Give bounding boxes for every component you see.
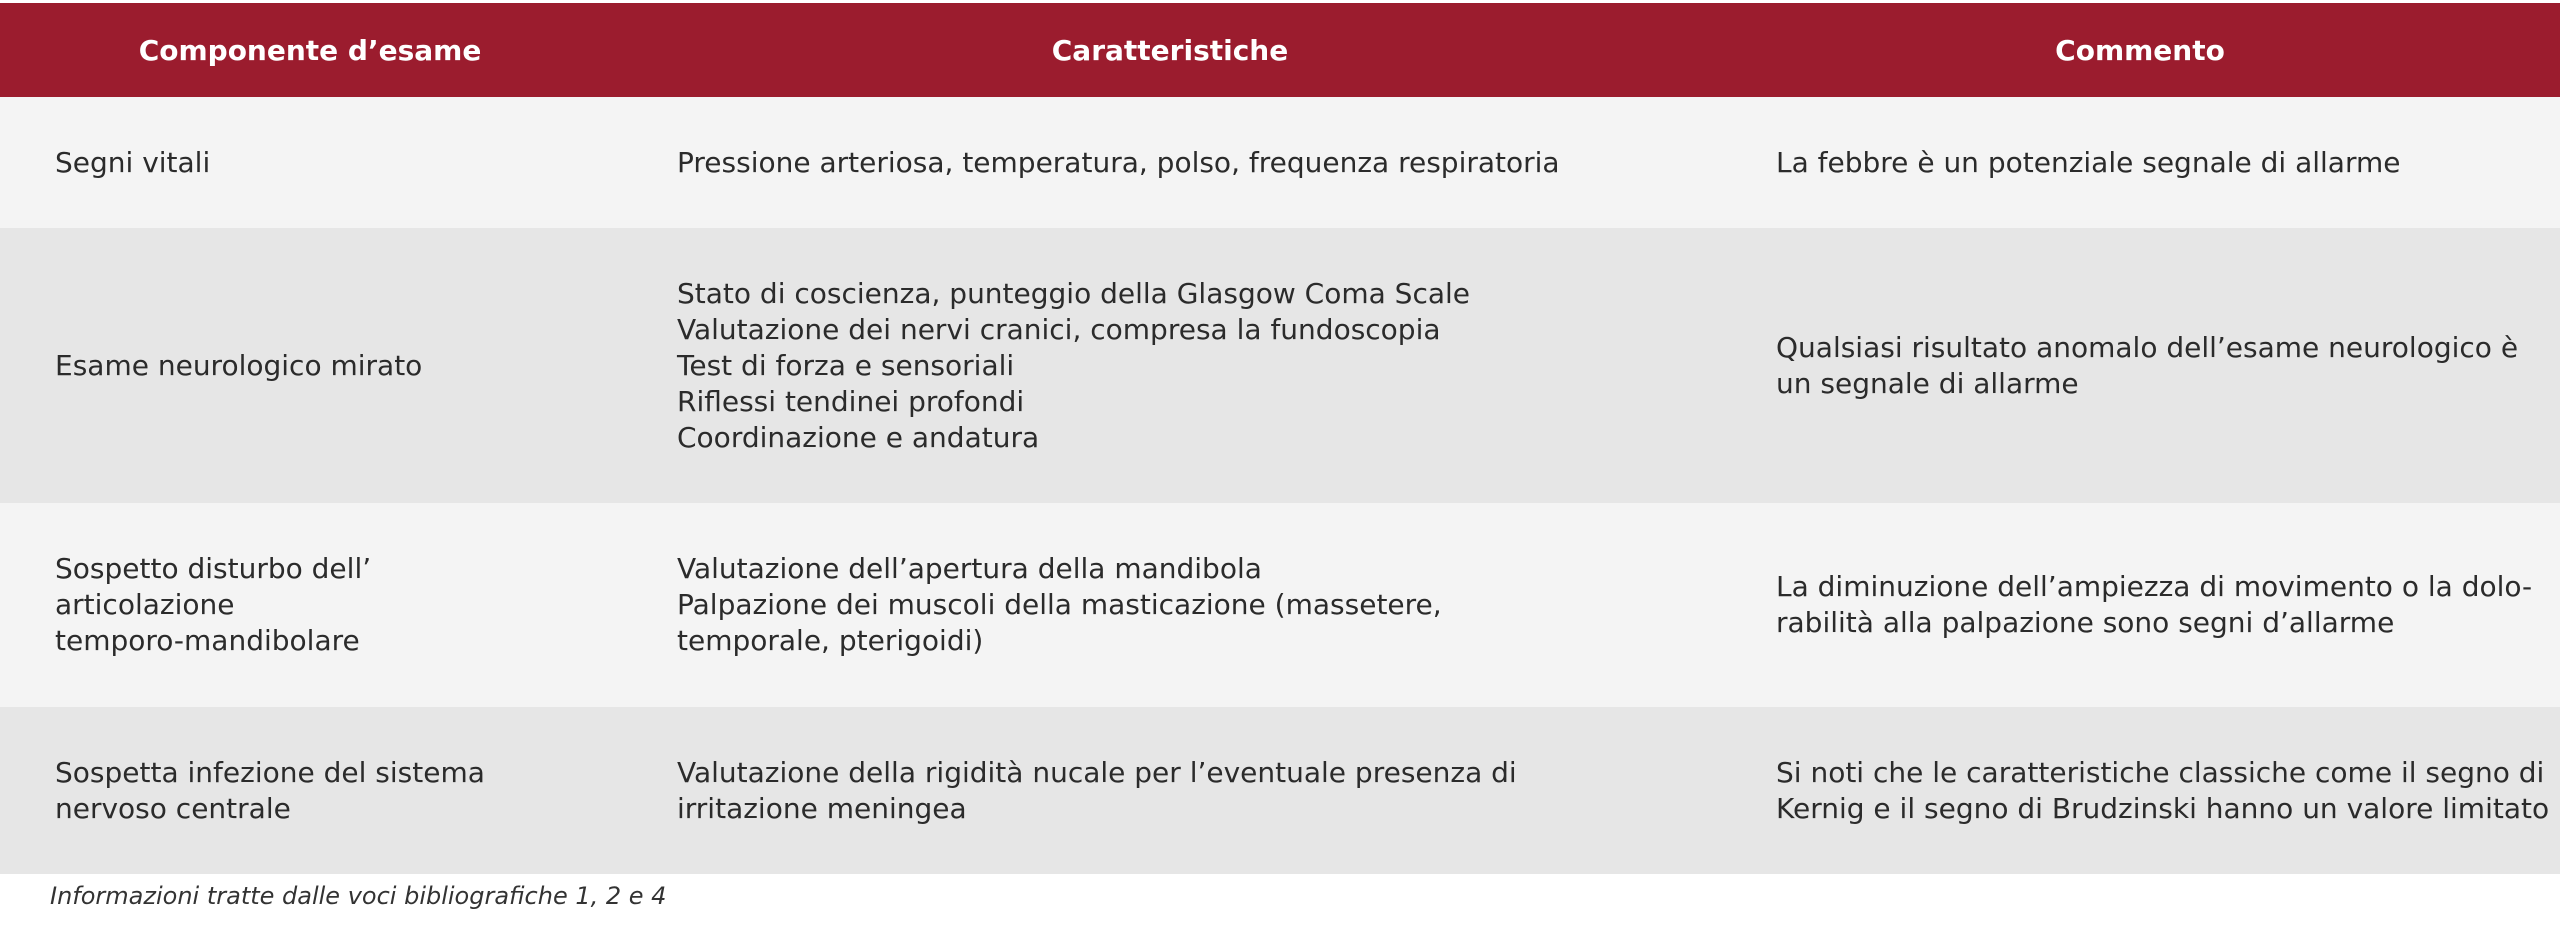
cell-comment	[1720, 707, 2560, 874]
cell-line: Palpazione dei muscoli della masticazione (massetere,	[677, 588, 1442, 621]
footnote: Informazioni tratte dalle voci bibliografiche 1, 2 e 4	[50, 882, 667, 910]
cell-component	[0, 228, 620, 503]
cell-line: La febbre è un potenziale segnale di allarme	[1776, 145, 2401, 179]
cell-line: nervoso centrale	[55, 791, 291, 825]
cell-features	[620, 707, 1720, 874]
cell-comment	[1720, 503, 2560, 707]
cell-comment	[1720, 97, 2560, 228]
cell-line: La diminuzione dell’ampiezza di movimento o la dolo-	[1776, 570, 2533, 603]
cell-line: Kernig e il segno di Brudzinski hanno un valore limitato	[1776, 791, 2550, 825]
cell-line: Sospetta infezione del sistema	[55, 755, 485, 789]
cell-line: Si noti che le caratteristiche classiche come il segno di	[1776, 755, 2545, 789]
cell-features	[620, 503, 1720, 707]
cell-line: articolazione	[55, 588, 235, 621]
cell-line: Stato di coscienza, punteggio della Glasgow Coma Scale	[677, 276, 1471, 310]
cell-line: Valutazione dei nervi cranici, compresa la fundoscopia	[677, 312, 1441, 346]
cell-line: temporo-mandibolare	[55, 624, 360, 657]
cell-features	[620, 97, 1720, 228]
table-row	[0, 707, 2560, 874]
cell-line: Qualsiasi risultato anomalo dell’esame neurologico è	[1776, 330, 2519, 364]
cell-component	[0, 503, 620, 707]
table-row	[0, 228, 2560, 503]
cell-line: Sospetto disturbo dell’	[55, 552, 372, 585]
cell-line: un segnale di allarme	[1776, 366, 2079, 400]
cell-features	[620, 228, 1720, 503]
cell-line: temporale, pterigoidi)	[677, 624, 984, 657]
header-component: Componente d’esame	[138, 33, 482, 67]
cell-line: Esame neurologico mirato	[55, 348, 423, 382]
cell-line: Riflessi tendinei profondi	[677, 384, 1025, 418]
cell-component	[0, 97, 620, 228]
cell-line: Test di forza e sensoriali	[677, 348, 1015, 382]
table-row	[0, 503, 2560, 707]
cell-comment	[1720, 228, 2560, 503]
cell-line: rabilità alla palpazione sono segni d’allarme	[1776, 606, 2395, 639]
cell-line: Coordinazione e andatura	[677, 420, 1040, 454]
table-row	[0, 97, 2560, 228]
cell-component	[0, 707, 620, 874]
cell-line: Valutazione dell’apertura della mandibola	[677, 552, 1262, 585]
cell-line: Pressione arteriosa, temperatura, polso, frequenza respiratoria	[677, 145, 1560, 179]
cell-line: Segni vitali	[55, 145, 211, 179]
cell-line: Valutazione della rigidità nucale per l’eventuale presenza di	[677, 755, 1517, 789]
header-features: Caratteristiche	[1051, 33, 1289, 67]
cell-line: irritazione meningea	[677, 791, 967, 825]
table-header	[0, 3, 2560, 97]
exam-table	[0, 3, 2560, 910]
header-comment: Commento	[2055, 33, 2225, 67]
